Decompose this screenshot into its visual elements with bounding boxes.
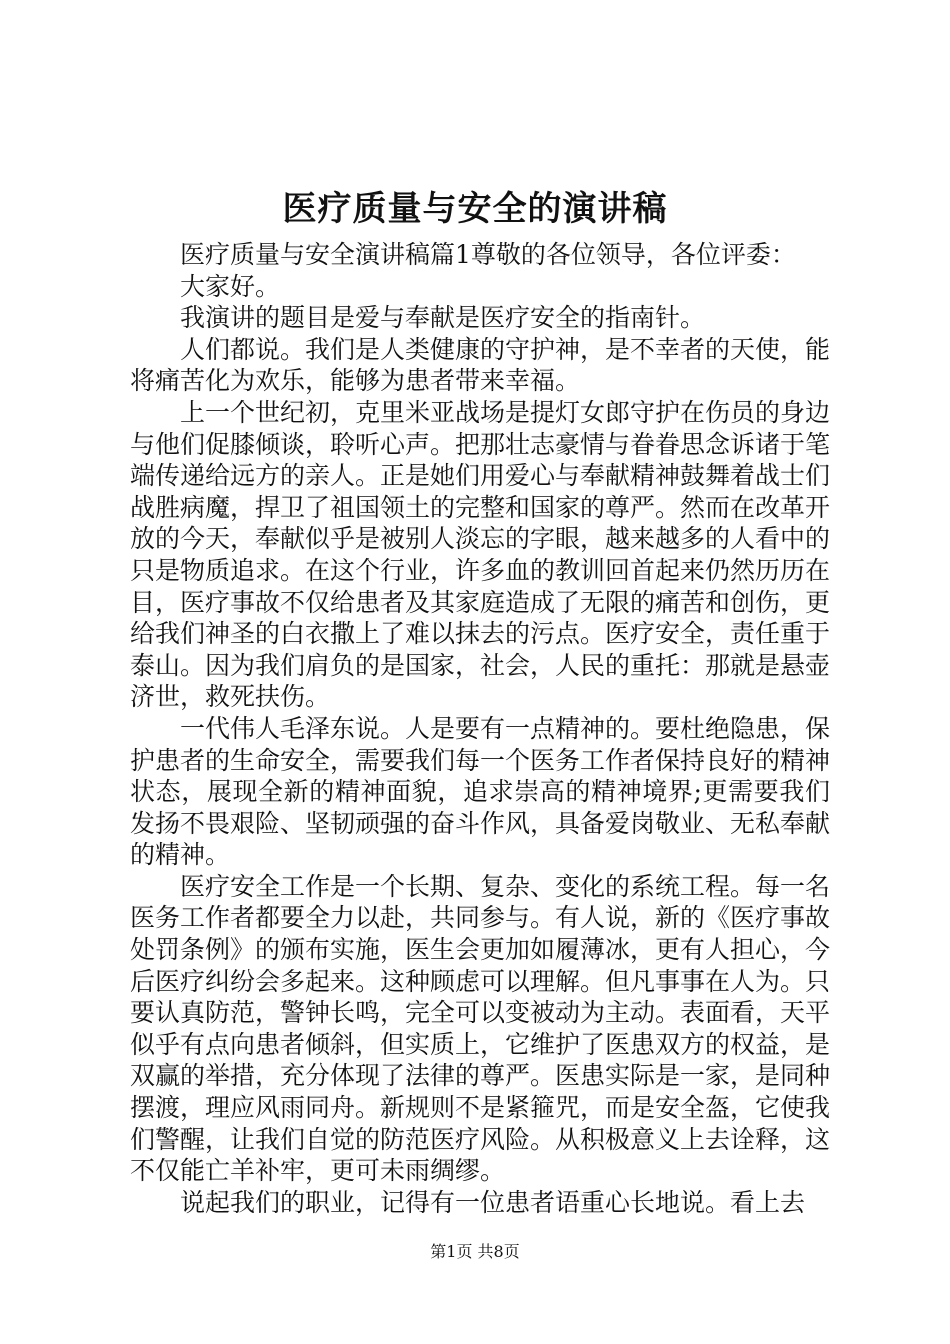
paragraph: 医疗安全工作是一个长期、复杂、变化的系统工程。每一名医务工作者都要全力以赴，共同参与。有人说，新的《医疗事故处罚条例》的颁布实施，医生会更加如履薄冰，更有人担心，今后医疗纠纷会多起来。这种顾虑可以理解。但凡事事在人为。只要认真防范，警钟长鸣，完全可以变被动为主动。表面看，天平似乎有点向患者倾斜，但实质上，它维护了医患双方的权益，是双赢的举措，充分体现了法律的尊严。医患实际是一家，是同种摆渡，理应风雨同舟。新规则不是紧箍咒，而是安全盔，它使我们警醒，让我们自觉的防范医疗风险。从积极意义上去诠释，这不仅能亡羊补牢，更可未雨绸缪。 — [130, 871, 831, 1186]
paragraph: 我演讲的题目是爱与奉献是医疗安全的指南针。 — [180, 303, 706, 333]
document-body — [130, 239, 830, 1218]
paragraph: 大家好。 — [180, 271, 281, 301]
document-title: 医疗质量与安全的演讲稿 — [282, 189, 668, 229]
paragraph: 一代伟人毛泽东说。人是要有一点精神的。要杜绝隐患，保护患者的生命安全，需要我们每一个医务工作者保持良好的精神状态，展现全新的精神面貌，追求崇高的精神境界;更需要我们发扬不畏艰险、坚韧顽强的奋斗作风，具备爱岗敬业、无私奉献的精神。 — [130, 713, 831, 870]
paragraph: 医疗质量与安全演讲稿篇1尊敬的各位领导，各位评委： — [180, 240, 796, 269]
page-footer: 第1页 共8页 — [430, 1242, 520, 1261]
paragraph: 上一个世纪初，克里米亚战场是提灯女郎守护在伤员的身边与他们促膝倾谈，聆听心声。把那壮志豪情与眷眷思念诉诸于笔端传递给远方的亲人。正是她们用爱心与奉献精神鼓舞着战士们战胜病魔，捍卫了祖国领土的完整和国家的尊严。然而在改革开放的今天，奉献似乎是被别人淡忘的字眼，越来越多的人看中的只是物质追求。在这个行业，许多血的教训回首起来仍然历历在目，医疗事故不仅给患者及其家庭造成了无限的痛苦和创伤，更给我们神圣的白衣撒上了难以抹去的污点。医疗安全，责任重于泰山。因为我们肩负的是国家，社会，人民的重托：那就是悬壶济世，救死扶伤。 — [130, 397, 831, 712]
paragraph: 说起我们的职业，记得有一位患者语重心长地说。看上去 — [180, 1187, 806, 1217]
paragraph: 人们都说。我们是人类健康的守护神，是不幸者的天使，能将痛苦化为欢乐，能够为患者带来幸福。 — [130, 334, 831, 396]
